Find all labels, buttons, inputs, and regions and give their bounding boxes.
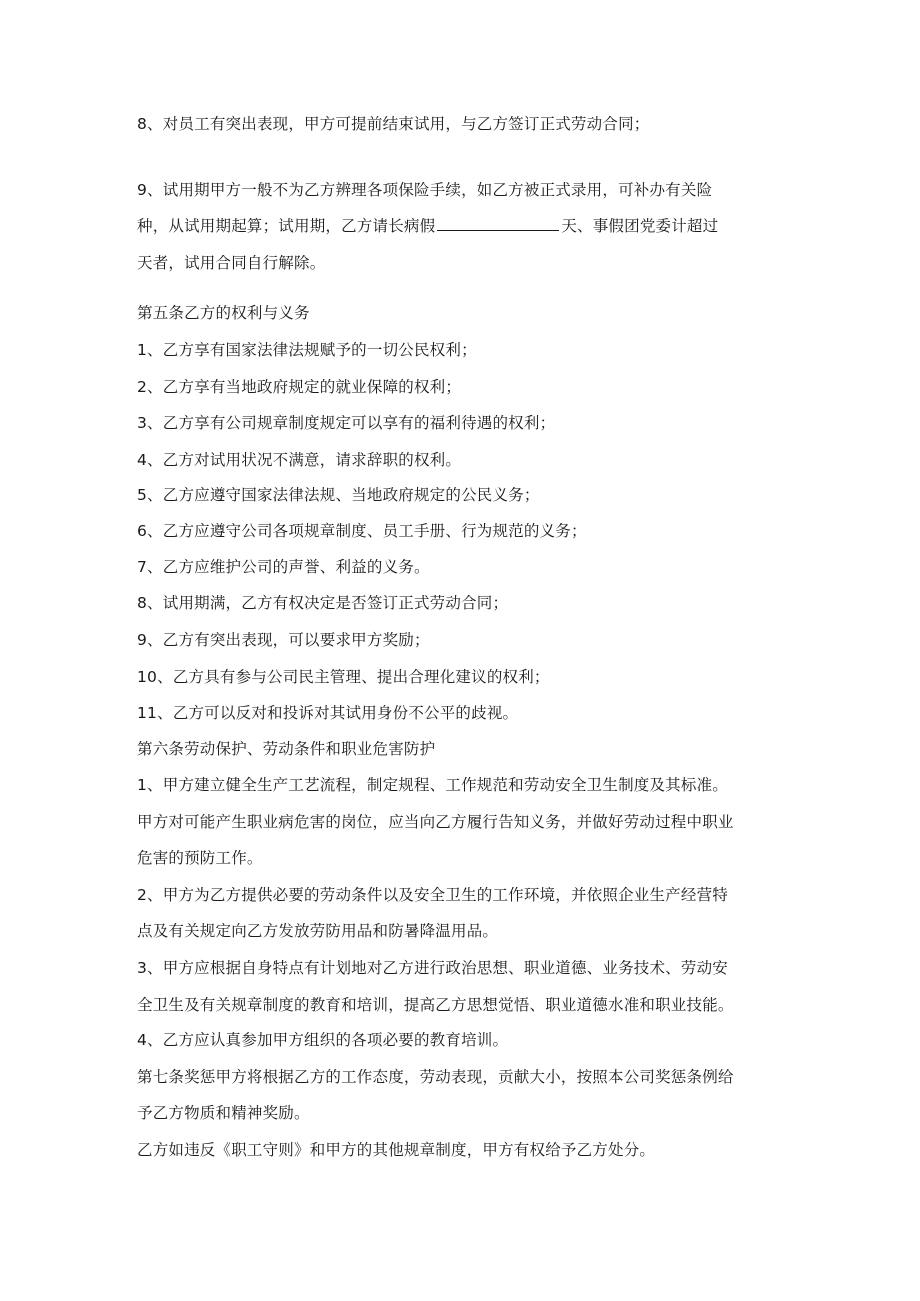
section6-item-4: 4、乙方应认真参加甲方组织的各项必要的教育培训。 (137, 1031, 509, 1049)
section4-item-9-text-a: 种，从试用期起算；试用期，乙方请长病假 (137, 217, 436, 235)
section5-item: 6、乙方应遵守公司各项规章制度、员工手册、行为规范的义务； (137, 522, 587, 540)
section5-item: 2、乙方享有当地政府规定的就业保障的权利； (137, 378, 462, 396)
section6-item-3-line2: 全卫生及有关规章制度的教育和培训，提高乙方思想觉悟、职业道德水准和职业技能。 (137, 996, 734, 1014)
section5-item: 7、乙方应维护公司的声誉、利益的义务。 (137, 558, 430, 576)
section5-title: 第五条乙方的权利与义务 (137, 304, 310, 322)
section5-item: 1、乙方享有国家法律法规赋予的一切公民权利； (137, 341, 477, 359)
sick-leave-days-blank[interactable] (437, 216, 559, 231)
section5-item: 4、乙方对试用状况不满意，请求辞职的权利。 (137, 451, 462, 469)
section6-item-1-line1: 1、甲方建立健全生产工艺流程，制定规程、工作规范和劳动安全卫生制度及其标准。 (137, 776, 728, 794)
section7-line1: 第七条奖惩甲方将根据乙方的工作态度，劳动表现，贡献大小，按照本公司奖惩条例给 (137, 1068, 734, 1086)
section4-item-8: 8、对员工有突出表现，甲方可提前结束试用，与乙方签订正式劳动合同； (137, 115, 650, 133)
section4-item-9-line1: 9、试用期甲方一般不为乙方辨理各项保险手续，如乙方被正式录用，可补办有关险 (137, 181, 713, 199)
section5-item: 11、乙方可以反对和投诉对其试用身份不公平的歧视。 (137, 704, 519, 722)
section6-item-3-line1: 3、甲方应根据自身特点有计划地对乙方进行政治思想、职业道德、业务技术、劳动安 (137, 959, 728, 977)
section6-title: 第六条劳动保护、劳动条件和职业危害防护 (137, 740, 436, 758)
section7-line2: 予乙方物质和精神奖励。 (137, 1104, 310, 1122)
section6-item-1-line2: 甲方对可能产生职业病危害的岗位，应当向乙方履行告知义务，并做好劳动过程中职业 (137, 813, 734, 831)
section7-line3: 乙方如违反《职工守则》和甲方的其他规章制度，甲方有权给予乙方处分。 (137, 1141, 656, 1159)
section4-item-9-text-b: 天、事假团党委计超过 (561, 217, 719, 235)
section4-item-9-line2 (137, 216, 718, 236)
section6-item-1-line3: 危害的预防工作。 (137, 849, 263, 867)
section5-item: 5、乙方应遵守国家法律法规、当地政府规定的公民义务； (137, 486, 540, 504)
section5-item: 3、乙方享有公司规章制度规定可以享有的福利待遇的权利； (137, 414, 556, 432)
section6-item-2-line1: 2、甲方为乙方提供必要的劳动条件以及安全卫生的工作环境，并依照企业生产经营特 (137, 886, 728, 904)
section5-item: 9、乙方有突出表现，可以要求甲方奖励； (137, 631, 430, 649)
section6-item-2-line2: 点及有关规定向乙方发放劳防用品和防暑降温用品。 (137, 922, 499, 940)
section5-item: 8、试用期满，乙方有权决定是否签订正式劳动合同； (137, 594, 509, 612)
section4-item-9-line3: 天者，试用合同自行解除。 (137, 254, 326, 272)
section5-item: 10、乙方具有参与公司民主管理、提出合理化建议的权利； (137, 668, 550, 686)
